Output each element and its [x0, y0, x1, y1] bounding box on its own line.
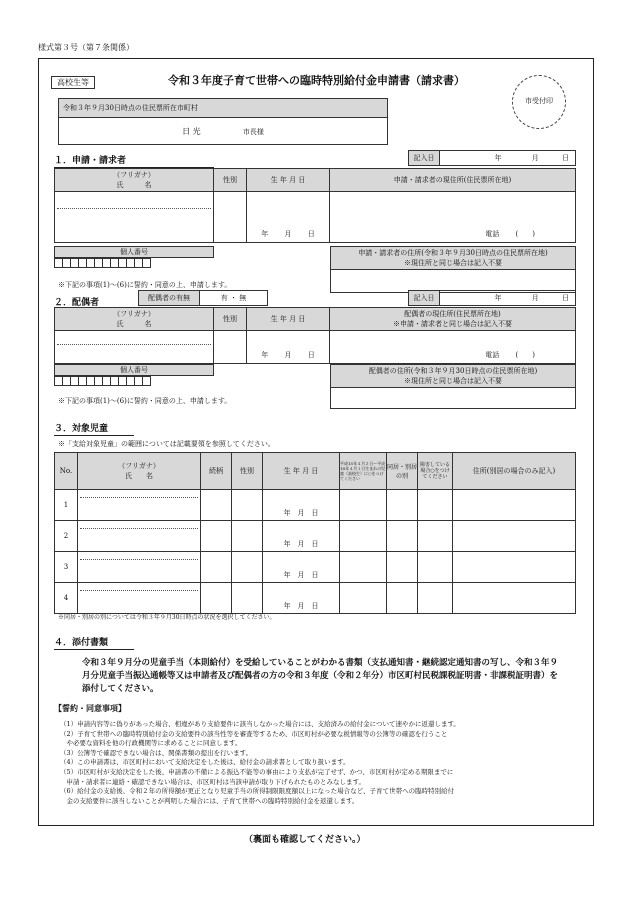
child-relation-field[interactable] [201, 521, 232, 552]
address-header: 申請・請求者の現住所(住民票所在地) [330, 169, 576, 192]
pledge-list [60, 720, 580, 806]
section3-title: ３．対象児童 [54, 421, 134, 436]
personal-number-field[interactable] [55, 258, 151, 268]
child-handicap-field[interactable] [418, 490, 453, 521]
child-handicap-field[interactable] [418, 552, 453, 583]
municipality-box [58, 98, 388, 145]
section2-title: ２．配偶者 [54, 295, 134, 310]
entry-date-label-2: 記入日 [409, 291, 440, 306]
child-row-2: 2 年 月 日 [55, 521, 576, 552]
pledge-item-2-cont: や必要な資料を他の行政機関等に求めることに同意します。 [60, 739, 242, 748]
section4-title: ４．添付書類 [54, 635, 134, 650]
child-row-1: 1 年 月 日 [55, 490, 576, 521]
child-gender-field[interactable] [232, 490, 263, 521]
child-h15-field[interactable] [340, 583, 387, 614]
col-gender: 性別 [232, 453, 263, 490]
child-birth-field[interactable]: 年 月 日 [263, 583, 340, 614]
child-birth-field[interactable]: 年 月 日 [263, 490, 340, 521]
spouse-birthdate-field[interactable]: 年 月 日 [247, 331, 330, 364]
child-address-field[interactable] [453, 490, 576, 521]
section1-entry-date [408, 150, 576, 166]
form-title: 令和３年度子育て世帯への臨時特別給付金申請書（請求書） [168, 74, 465, 87]
child-separate-field[interactable] [387, 583, 418, 614]
child-relation-field[interactable] [201, 583, 232, 614]
entry-date-field[interactable]: 年 月 日 [440, 151, 576, 166]
pledge-item-4: （4）この申請書は、市区町村において支給決定をした後は、給付金の請求書として取り扱います。 [60, 758, 350, 767]
spouse-address2-field[interactable] [331, 388, 576, 409]
pledge-item-1: （1）申請内容等に偽りがあった場合、相違があり支給要件に該当しなかった場合には、支給済みの給付金について速やかに返還します。 [60, 720, 460, 728]
child-separate-field[interactable] [387, 552, 418, 583]
birthdate-header: 生 年 月 日 [247, 169, 330, 192]
spouse-name-label: 氏 名 [116, 320, 152, 328]
child-relation-field[interactable] [201, 552, 232, 583]
spouse-furigana-label: （フリガナ） [113, 310, 155, 318]
spouse-address2-box [330, 364, 576, 409]
child-relation-field[interactable] [201, 490, 232, 521]
child-gender-field[interactable] [232, 552, 263, 583]
address2-note: ※現住所と同じ場合は記入不要 [404, 259, 502, 267]
section1-table [54, 168, 576, 243]
child-name-field[interactable] [78, 521, 201, 552]
child-gender-field[interactable] [232, 521, 263, 552]
spouse-personal-number-box [54, 364, 214, 376]
form-number: 様式第３号（第７条関係） [38, 43, 134, 52]
child-separate-field[interactable] [387, 490, 418, 521]
pledge-title: 【誓約・同意事項】 [54, 703, 126, 713]
section1-pledge-note: ※下記の事項(1)～(6)に誓約・同意の上、申請します。 [58, 281, 232, 289]
applicant-address-field[interactable]: 電話 ( ) [330, 192, 576, 243]
section4-body: 令和３年９月分の児童手当（本則給付）を受給していることがわかる書類（支払通知書・継続認定通知書の写し、令和３年９月分児童手当振込通帳等又は申請者及び配偶者の方の令和３年度（令和２年分）市区町村民税課税証明書・非課税証明書）を添付してください。 [82, 658, 559, 694]
spouse-birthdate-header: 生 年 月 日 [247, 308, 330, 331]
spouse-presence [138, 290, 268, 306]
child-separate-field[interactable] [387, 521, 418, 552]
personal-number-box [54, 246, 214, 258]
pledge-item-3: （3）公簿等で確認できない場合は、関係書類の提出を行います。 [60, 748, 253, 757]
pledge-item-6: （6）給付金の支給後、令和２年の所得額が更正となり児童手当の所得制限限度額以上になった場合など、子育て世帯への臨時特別給付 [60, 787, 455, 796]
section2-table [54, 307, 576, 364]
gender-header: 性別 [214, 169, 247, 192]
section1-title: １．申請・請求者 [54, 153, 214, 168]
address2-header: 申請・請求者の住所(令和３年９月30日時点の住民票所在地) [358, 249, 548, 257]
children-table [54, 452, 576, 614]
child-name-field[interactable] [78, 583, 201, 614]
child-birth-field[interactable]: 年 月 日 [263, 552, 340, 583]
footer-note: （裏面も確認してください。） [244, 835, 366, 845]
pledge-item-2: （2）子育て世帯への臨時特別給付金の支給要件の該当性等を審査等するため、市区町村が必要な税情報等の公簿等の確認を行うこと [60, 729, 448, 738]
child-h15-field[interactable] [340, 490, 387, 521]
applicant-name-field[interactable] [55, 192, 214, 243]
spouse-address-note: ※申請・請求者と同じ場合は記入不要 [393, 320, 512, 328]
spouse-address-header: 配偶者の現住所(住民票所在地) [404, 310, 501, 318]
section2-entry-date [408, 290, 576, 306]
col-separate: 同居・別居の別 [387, 453, 418, 490]
spouse-gender-header: 性別 [214, 308, 247, 331]
col-h15: 平成15年４月２日〜平成18年４月１日生まれの児童（高校生）に○をつけてください [340, 453, 387, 490]
municipality-suffix: 市長様 [242, 127, 264, 136]
child-name-field[interactable] [78, 490, 201, 521]
child-gender-field[interactable] [232, 583, 263, 614]
spouse-address2-note: ※現住所と同じ場合は記入不要 [404, 377, 502, 385]
spouse-name-field[interactable] [55, 331, 214, 364]
section3-note: ※「支給対象児童」の範囲については記載要領を参照してください。 [58, 440, 275, 448]
entry-date-field-2[interactable]: 年 月 日 [440, 291, 576, 306]
spouse-presence-options[interactable]: 有 ・ 無 [200, 291, 268, 306]
child-row-3: 3 年 月 日 [55, 552, 576, 583]
child-handicap-field[interactable] [418, 521, 453, 552]
pledge-item-5: （5）市区町村が支給決定をした後、申請書の不備による振込不能等の事由により支払が完了せず、かつ、市区町村が定める期限までに [60, 767, 454, 776]
category-badge: 高校生等 [51, 76, 95, 89]
pledge-item-5-cont: 申請・請求者に連絡・確認できない場合は、市区町村は当該申請が取り下げられたものとみなします。 [60, 777, 365, 786]
col-address: 住所(別居の場合のみ記入) [453, 453, 576, 490]
municipality-name: 日 光 [182, 126, 201, 136]
child-address-field[interactable] [453, 552, 576, 583]
spouse-personal-number-label: 個人番号 [55, 365, 214, 376]
section3-footnote: ※同居・別居の別については令和３年９月30日時点の状況を選択してください。 [58, 614, 276, 621]
spouse-address-field[interactable]: 電話 ( ) [330, 331, 576, 364]
child-birth-field[interactable]: 年 月 日 [263, 521, 340, 552]
municipality-header: 令和３年９月30日時点の住民票所在市町村 [59, 99, 388, 118]
col-relation: 続柄 [201, 453, 232, 490]
spouse-address2-header: 配偶者の住所(令和３年９月30日時点の住民票所在地) [368, 367, 538, 375]
col-handicap: 障害している場合○をつけてください [418, 453, 453, 490]
personal-number-label: 個人番号 [55, 247, 214, 258]
section2-pledge-note: ※下記の事項(1)～(6)に誓約・同意の上、申請します。 [58, 397, 232, 405]
child-h15-field[interactable] [340, 521, 387, 552]
spouse-personal-number-field[interactable] [55, 376, 151, 386]
furigana-label: （フリガナ） [113, 171, 155, 179]
col-no: No. [55, 453, 78, 490]
applicant-birthdate-field[interactable]: 年 月 日 [247, 192, 330, 243]
spouse-gender-field[interactable] [214, 331, 247, 364]
receipt-stamp-label: 市受付印 [525, 97, 553, 105]
name-label: 氏 名 [116, 181, 152, 189]
child-handicap-field[interactable] [418, 583, 453, 614]
child-h15-field[interactable] [340, 552, 387, 583]
applicant-gender-field[interactable] [214, 192, 247, 243]
child-row-4: 4 年 月 日 [55, 583, 576, 614]
receipt-stamp [512, 75, 566, 129]
applicant-address2-box [330, 246, 576, 293]
pledge-item-6-cont: 金の支給要件に該当しないことが判明した場合には、子育て世帯への臨時特別給付金を返還します。 [60, 796, 359, 805]
child-address-field[interactable] [453, 583, 576, 614]
col-name: 氏 名 [125, 472, 153, 480]
col-furigana: （フリガナ） [118, 462, 160, 470]
col-birth: 生 年 月 日 [263, 453, 340, 490]
child-name-field[interactable] [78, 552, 201, 583]
entry-date-label: 記入日 [409, 151, 440, 166]
spouse-presence-label: 配偶者の有無 [139, 291, 200, 306]
child-address-field[interactable] [453, 521, 576, 552]
